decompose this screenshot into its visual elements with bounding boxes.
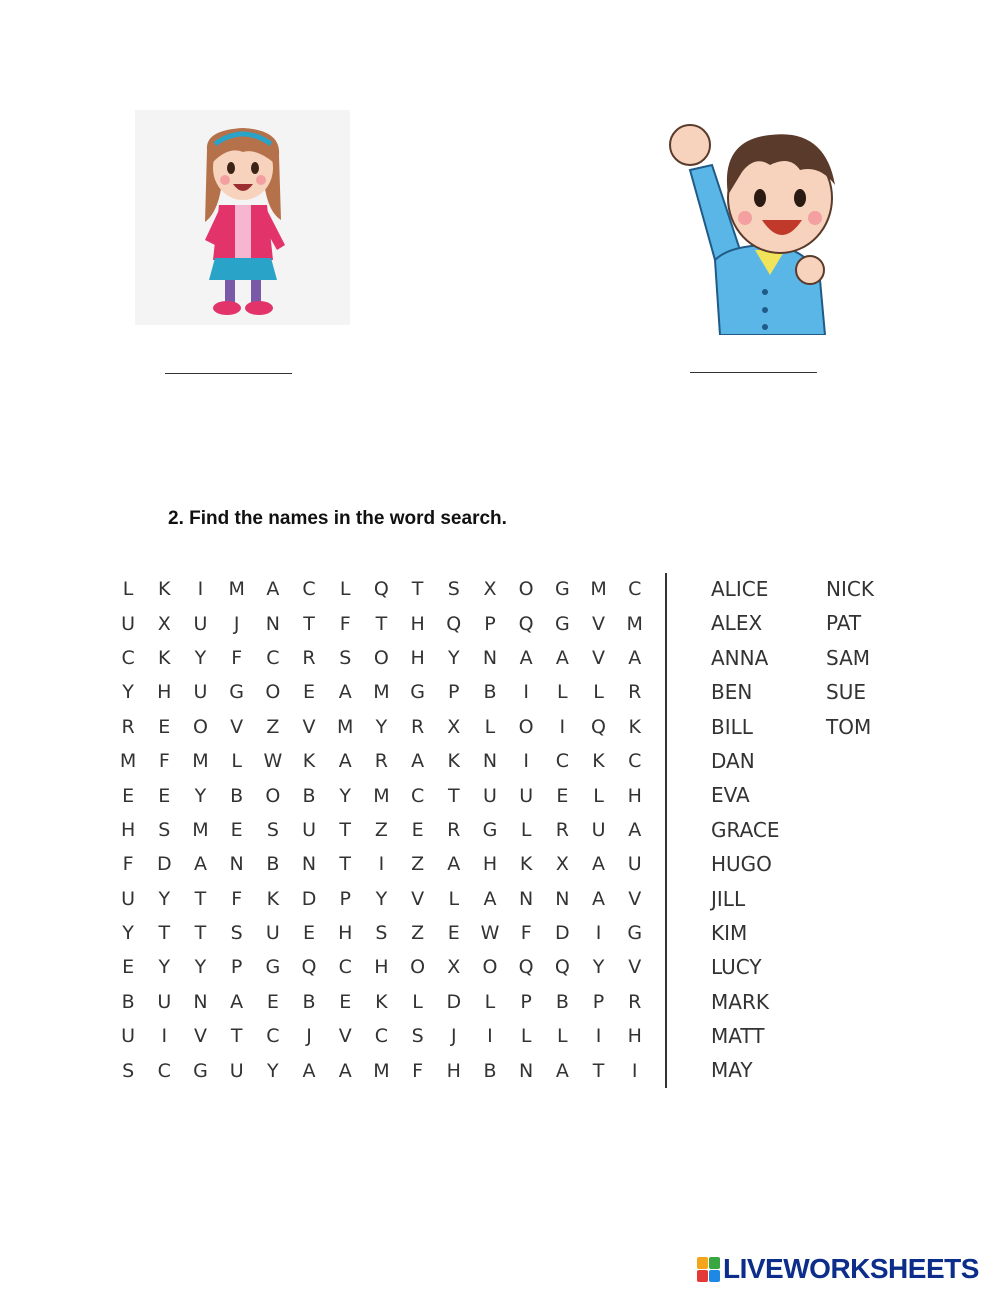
grid-letter[interactable]: O	[373, 646, 389, 669]
grid-letter[interactable]: P	[520, 990, 532, 1013]
grid-letter[interactable]: P	[484, 612, 496, 635]
grid-letter[interactable]: K	[302, 750, 316, 773]
grid-letter[interactable]: T	[158, 922, 171, 945]
grid-letter[interactable]: S	[375, 922, 388, 945]
grid-letter[interactable]: N	[519, 887, 534, 910]
grid-letter[interactable]: T	[592, 1059, 605, 1082]
grid-letter[interactable]: C	[157, 1059, 171, 1082]
name-item: DAN	[711, 748, 755, 773]
grid-letter[interactable]: E	[122, 956, 135, 979]
grid-letter[interactable]: J	[233, 612, 240, 635]
grid-letter[interactable]: E	[339, 990, 352, 1013]
grid-letter[interactable]: L	[520, 818, 532, 841]
name-item: ANNA	[711, 645, 769, 670]
names-list-column-2	[826, 572, 874, 744]
grid-letter[interactable]: Q	[301, 956, 317, 979]
grid-letter[interactable]: L	[520, 1025, 532, 1048]
grid-letter[interactable]: X	[447, 715, 461, 738]
boy-illustration	[660, 110, 850, 335]
grid-letter[interactable]: I	[161, 1025, 168, 1048]
grid-letter[interactable]: N	[193, 990, 208, 1013]
grid-letter[interactable]: U	[591, 818, 606, 841]
name-item: PAT	[826, 611, 862, 636]
grid-letter[interactable]: U	[121, 887, 136, 910]
grid-letter[interactable]: I	[487, 1025, 493, 1048]
grid-letter[interactable]: Y	[194, 784, 207, 807]
grid-letter[interactable]: G	[265, 956, 281, 979]
grid-letter[interactable]: E	[122, 784, 135, 807]
grid-letter[interactable]: D	[301, 887, 317, 910]
grid-letter[interactable]: K	[158, 646, 171, 669]
grid-letter[interactable]: S	[266, 818, 279, 841]
grid-letter[interactable]: G	[482, 818, 498, 841]
grid-letter[interactable]: R	[374, 750, 388, 773]
grid-letter[interactable]: O	[410, 956, 426, 979]
grid-letter[interactable]: E	[303, 922, 316, 945]
word-search-grid[interactable]	[110, 572, 653, 1088]
grid-letter[interactable]: Y	[339, 784, 352, 807]
grid-letter[interactable]: A	[338, 681, 352, 704]
grid-letter[interactable]: L	[557, 1025, 568, 1048]
grid-letter[interactable]: C	[266, 646, 280, 669]
grid-letter[interactable]: Y	[194, 646, 207, 669]
name-item: ALEX	[711, 611, 763, 636]
logo-mark-icon	[697, 1257, 720, 1282]
grid-letter[interactable]: H	[627, 1025, 642, 1048]
boy-name-answer-line[interactable]	[690, 372, 817, 373]
grid-letter[interactable]: A	[628, 646, 642, 669]
grid-letter[interactable]: E	[230, 818, 243, 841]
grid-letter[interactable]: C	[555, 750, 569, 773]
grid-letter[interactable]: Q	[518, 956, 534, 979]
grid-letter[interactable]: L	[484, 715, 496, 738]
grid-letter[interactable]: B	[483, 1059, 497, 1082]
name-item: TOM	[826, 714, 872, 739]
name-item: MATT	[711, 1024, 765, 1049]
logo-square-1	[697, 1257, 708, 1269]
grid-letter[interactable]: N	[301, 853, 317, 876]
grid-letter[interactable]: Y	[158, 956, 171, 979]
name-item: HUGO	[711, 852, 772, 877]
grid-letter[interactable]: B	[121, 990, 135, 1013]
grid-letter[interactable]: H	[446, 1059, 461, 1082]
grid-letter[interactable]: I	[595, 1025, 602, 1048]
grid-letter[interactable]: U	[265, 922, 280, 945]
grid-letter[interactable]: Y	[158, 887, 171, 910]
grid-letter[interactable]: M	[192, 750, 209, 773]
name-item: LUCY	[711, 955, 762, 980]
grid-letter[interactable]: G	[229, 681, 245, 704]
grid-letter[interactable]: U	[483, 784, 497, 807]
name-item: BILL	[711, 714, 753, 739]
girl-name-answer-line[interactable]	[165, 373, 292, 374]
grid-letter[interactable]: I	[595, 922, 602, 945]
grid-letter[interactable]: B	[483, 681, 497, 704]
grid-letter[interactable]: C	[374, 1025, 389, 1048]
grid-letter[interactable]: A	[555, 1059, 569, 1082]
girl-illustration	[135, 110, 350, 325]
grid-letter[interactable]: C	[628, 750, 642, 773]
grid-letter[interactable]: O	[482, 956, 498, 979]
grid-letter[interactable]: C	[266, 1025, 280, 1048]
grid-letter[interactable]: P	[592, 990, 605, 1013]
grid-letter[interactable]: O	[265, 681, 281, 704]
grid-letter[interactable]: T	[194, 887, 207, 910]
grid-letter[interactable]: S	[230, 922, 243, 945]
name-item: MAY	[711, 1058, 753, 1083]
grid-letter[interactable]: Y	[122, 681, 134, 704]
grid-letter[interactable]: K	[375, 990, 388, 1013]
grid-letter[interactable]: V	[302, 715, 316, 738]
name-item: NICK	[826, 577, 874, 601]
grid-letter[interactable]: Y	[194, 956, 207, 979]
grid-letter[interactable]: I	[378, 853, 385, 876]
grid-letter[interactable]: K	[266, 887, 280, 910]
grid-letter[interactable]: E	[266, 990, 279, 1013]
grid-letter[interactable]: I	[523, 681, 529, 704]
grid-letter[interactable]: V	[411, 887, 425, 910]
grid-letter[interactable]: I	[631, 1059, 638, 1082]
grid-letter[interactable]: G	[554, 578, 570, 601]
grid-letter[interactable]: A	[447, 853, 461, 876]
grid-letter[interactable]: M	[590, 578, 607, 601]
name-item: MARK	[711, 989, 769, 1014]
grid-letter[interactable]: Y	[375, 715, 388, 738]
grid-letter[interactable]: T	[375, 612, 388, 635]
grid-letter[interactable]: M	[373, 784, 390, 807]
grid-letter[interactable]: P	[448, 681, 460, 704]
grid-letter[interactable]: V	[592, 646, 606, 669]
name-item: KIM	[711, 920, 748, 945]
grid-letter[interactable]: J	[450, 1025, 457, 1048]
grid-letter[interactable]: G	[410, 681, 425, 704]
grid-letter[interactable]: Q	[446, 612, 462, 635]
grid-letter[interactable]: G	[193, 1059, 208, 1082]
grid-letter[interactable]: R	[555, 818, 569, 841]
grid-letter[interactable]: L	[231, 750, 242, 773]
grid-letter[interactable]: G	[627, 922, 643, 945]
grid-letter[interactable]: V	[628, 887, 642, 910]
grid-letter[interactable]: O	[192, 715, 208, 738]
grid-letter[interactable]: Q	[591, 715, 607, 738]
grid-letter[interactable]: A	[519, 646, 533, 669]
grid-letter[interactable]: N	[482, 750, 498, 773]
grid-letter[interactable]: X	[447, 956, 461, 979]
grid-letter[interactable]: Y	[592, 956, 605, 979]
grid-letter[interactable]: C	[628, 578, 642, 601]
grid-letter[interactable]: M	[119, 750, 137, 773]
grid-letter[interactable]: F	[520, 922, 532, 945]
grid-letter[interactable]: H	[374, 956, 389, 979]
grid-letter[interactable]: B	[266, 853, 280, 876]
grid-letter[interactable]: S	[158, 818, 171, 841]
grid-letter[interactable]: B	[302, 990, 316, 1013]
grid-letter[interactable]: C	[302, 578, 316, 601]
name-item: JILL	[711, 886, 746, 911]
grid-letter[interactable]: U	[519, 784, 534, 807]
grid-letter[interactable]: A	[302, 1059, 316, 1082]
grid-letter[interactable]: Q	[518, 612, 534, 635]
grid-letter[interactable]: E	[556, 784, 569, 807]
grid-letter[interactable]: V	[193, 1025, 207, 1048]
names-list-column-1	[711, 572, 780, 1088]
logo-square-2	[709, 1257, 720, 1269]
grid-letter[interactable]: X	[157, 612, 171, 635]
grid-letter[interactable]: A	[483, 887, 497, 910]
grid-letter[interactable]: A	[266, 578, 280, 601]
grid-letter[interactable]: U	[121, 612, 136, 635]
grid-letter[interactable]: Y	[267, 1059, 279, 1082]
grid-letter[interactable]: K	[628, 715, 641, 738]
grid-letter[interactable]: X	[555, 853, 569, 876]
grid-letter[interactable]: N	[229, 853, 244, 876]
grid-letter[interactable]: K	[592, 750, 605, 773]
grid-letter[interactable]: A	[230, 990, 244, 1013]
grid-letter[interactable]: L	[448, 887, 460, 910]
grid-letter[interactable]: B	[302, 784, 316, 807]
grid-letter[interactable]: L	[557, 681, 568, 704]
grid-letter[interactable]: M	[373, 1059, 390, 1082]
grid-letter[interactable]: R	[410, 715, 425, 738]
grid-letter[interactable]: E	[447, 922, 460, 945]
grid-letter[interactable]: O	[265, 784, 281, 807]
grid-letter[interactable]: A	[628, 818, 642, 841]
grid-letter[interactable]: U	[157, 990, 172, 1013]
grid-letter[interactable]: B	[555, 990, 569, 1013]
grid-letter[interactable]: M	[228, 578, 245, 601]
grid-letter[interactable]: Q	[554, 956, 570, 979]
grid-letter[interactable]: Y	[375, 887, 388, 910]
grid-letter[interactable]: T	[194, 922, 207, 945]
grid-letter[interactable]: A	[411, 750, 425, 773]
grid-letter[interactable]: P	[230, 956, 243, 979]
grid-letter[interactable]: Y	[447, 646, 460, 669]
name-item: EVA	[711, 783, 750, 808]
name-item: GRACE	[711, 817, 780, 842]
grid-letter[interactable]: H	[157, 681, 172, 704]
name-item: ALICE	[711, 577, 769, 601]
grid-letter[interactable]: X	[483, 578, 497, 601]
grid-letter[interactable]: T	[339, 853, 352, 876]
grid-letter[interactable]: M	[192, 818, 209, 841]
grid-letter[interactable]: V	[592, 612, 606, 635]
grid-letter[interactable]: T	[339, 818, 352, 841]
grid-letter[interactable]: Z	[411, 853, 425, 876]
grid-letter[interactable]: D	[156, 853, 172, 876]
grid-letter[interactable]: F	[158, 750, 170, 773]
grid-letter[interactable]: U	[193, 612, 208, 635]
grid-letter[interactable]: A	[592, 887, 606, 910]
grid-letter[interactable]: E	[158, 715, 171, 738]
grid-letter[interactable]: Z	[374, 818, 388, 841]
grid-letter[interactable]: L	[484, 990, 496, 1013]
instruction-heading: 2. Find the names in the word search.	[168, 508, 507, 529]
grid-letter[interactable]: L	[593, 681, 604, 704]
grid-letter[interactable]: O	[518, 578, 534, 601]
grid-letter[interactable]: R	[628, 681, 642, 704]
grid-letter[interactable]: A	[555, 646, 569, 669]
grid-letter[interactable]: U	[302, 818, 316, 841]
grid-letter[interactable]: A	[338, 750, 352, 773]
grid-letter[interactable]: R	[302, 646, 316, 669]
grid-letter[interactable]: Z	[266, 715, 280, 738]
grid-letter[interactable]: R	[121, 715, 135, 738]
grid-letter[interactable]: W	[263, 750, 283, 773]
grid-letter[interactable]: F	[231, 887, 243, 910]
grid-letter[interactable]: L	[593, 784, 604, 807]
divider	[665, 573, 667, 1088]
grid-letter[interactable]: T	[411, 578, 424, 601]
grid-letter[interactable]: V	[628, 956, 642, 979]
grid-letter[interactable]: T	[230, 1025, 243, 1048]
grid-letter[interactable]: M	[373, 681, 390, 704]
grid-letter[interactable]: R	[447, 818, 461, 841]
grid-letter[interactable]: U	[121, 1025, 136, 1048]
grid-letter[interactable]: F	[339, 612, 351, 635]
grid-letter[interactable]: H	[410, 612, 425, 635]
grid-letter[interactable]: I	[523, 750, 529, 773]
grid-letter[interactable]: Q	[373, 578, 389, 601]
name-item: SAM	[826, 645, 871, 670]
grid-letter[interactable]: F	[412, 1059, 424, 1082]
grid-letter[interactable]: S	[447, 578, 460, 601]
grid-letter[interactable]: H	[627, 784, 642, 807]
grid-letter[interactable]: D	[446, 990, 462, 1013]
grid-letter[interactable]: N	[555, 887, 570, 910]
logo-square-4	[709, 1270, 720, 1282]
grid-letter[interactable]: F	[122, 853, 134, 876]
grid-letter[interactable]: M	[337, 715, 354, 738]
grid-letter[interactable]: S	[411, 1025, 424, 1048]
grid-letter[interactable]: N	[519, 1059, 534, 1082]
grid-letter[interactable]: K	[519, 853, 533, 876]
grid-letter[interactable]: H	[410, 646, 425, 669]
grid-letter[interactable]: U	[229, 1059, 244, 1082]
grid-letter[interactable]: B	[230, 784, 244, 807]
grid-letter[interactable]: N	[482, 646, 498, 669]
grid-letter[interactable]: L	[412, 990, 423, 1013]
grid-letter[interactable]: J	[306, 1025, 312, 1048]
grid-letter[interactable]: P	[339, 887, 351, 910]
grid-letter[interactable]: G	[554, 612, 570, 635]
grid-letter[interactable]: C	[121, 646, 135, 669]
grid-letter[interactable]: U	[627, 853, 642, 876]
grid-letter[interactable]: E	[158, 784, 171, 807]
grid-letter[interactable]: R	[628, 990, 642, 1013]
logo-text: LIVEWORKSHEETS	[723, 1253, 979, 1284]
grid-letter[interactable]: C	[410, 784, 425, 807]
grid-letter[interactable]: K	[447, 750, 461, 773]
grid-letter[interactable]: L	[122, 578, 134, 601]
grid-letter[interactable]: A	[592, 853, 606, 876]
grid-letter[interactable]: C	[338, 956, 352, 979]
grid-letter[interactable]: Y	[122, 922, 134, 945]
grid-letter[interactable]: A	[338, 1059, 352, 1082]
grid-letter[interactable]: H	[120, 818, 136, 841]
grid-letter[interactable]: V	[338, 1025, 352, 1048]
grid-letter[interactable]: I	[197, 578, 204, 601]
grid-letter[interactable]: T	[303, 612, 315, 635]
grid-letter[interactable]: K	[158, 578, 171, 601]
grid-letter[interactable]: S	[339, 646, 352, 669]
grid-letter[interactable]: V	[230, 715, 244, 738]
liveworksheets-logo	[697, 1253, 979, 1285]
grid-letter[interactable]: E	[303, 681, 316, 704]
logo-square-3	[697, 1270, 708, 1282]
name-item: SUE	[826, 680, 866, 705]
grid-letter[interactable]: Z	[411, 922, 425, 945]
grid-letter[interactable]: L	[339, 578, 351, 601]
name-item: BEN	[711, 680, 753, 705]
grid-letter[interactable]: A	[193, 853, 207, 876]
grid-letter[interactable]: D	[555, 922, 570, 945]
grid-letter[interactable]: W	[480, 922, 500, 945]
grid-letter[interactable]: M	[626, 612, 643, 635]
grid-letter[interactable]: E	[411, 818, 424, 841]
grid-letter[interactable]: U	[193, 681, 208, 704]
grid-letter[interactable]: S	[122, 1059, 135, 1082]
grid-letter[interactable]: O	[518, 715, 534, 738]
grid-letter[interactable]: N	[265, 612, 280, 635]
grid-letter[interactable]: F	[231, 646, 243, 669]
grid-letter[interactable]: H	[482, 853, 498, 876]
grid-letter[interactable]: T	[447, 784, 460, 807]
grid-letter[interactable]: H	[338, 922, 353, 945]
grid-letter[interactable]: I	[559, 715, 566, 738]
